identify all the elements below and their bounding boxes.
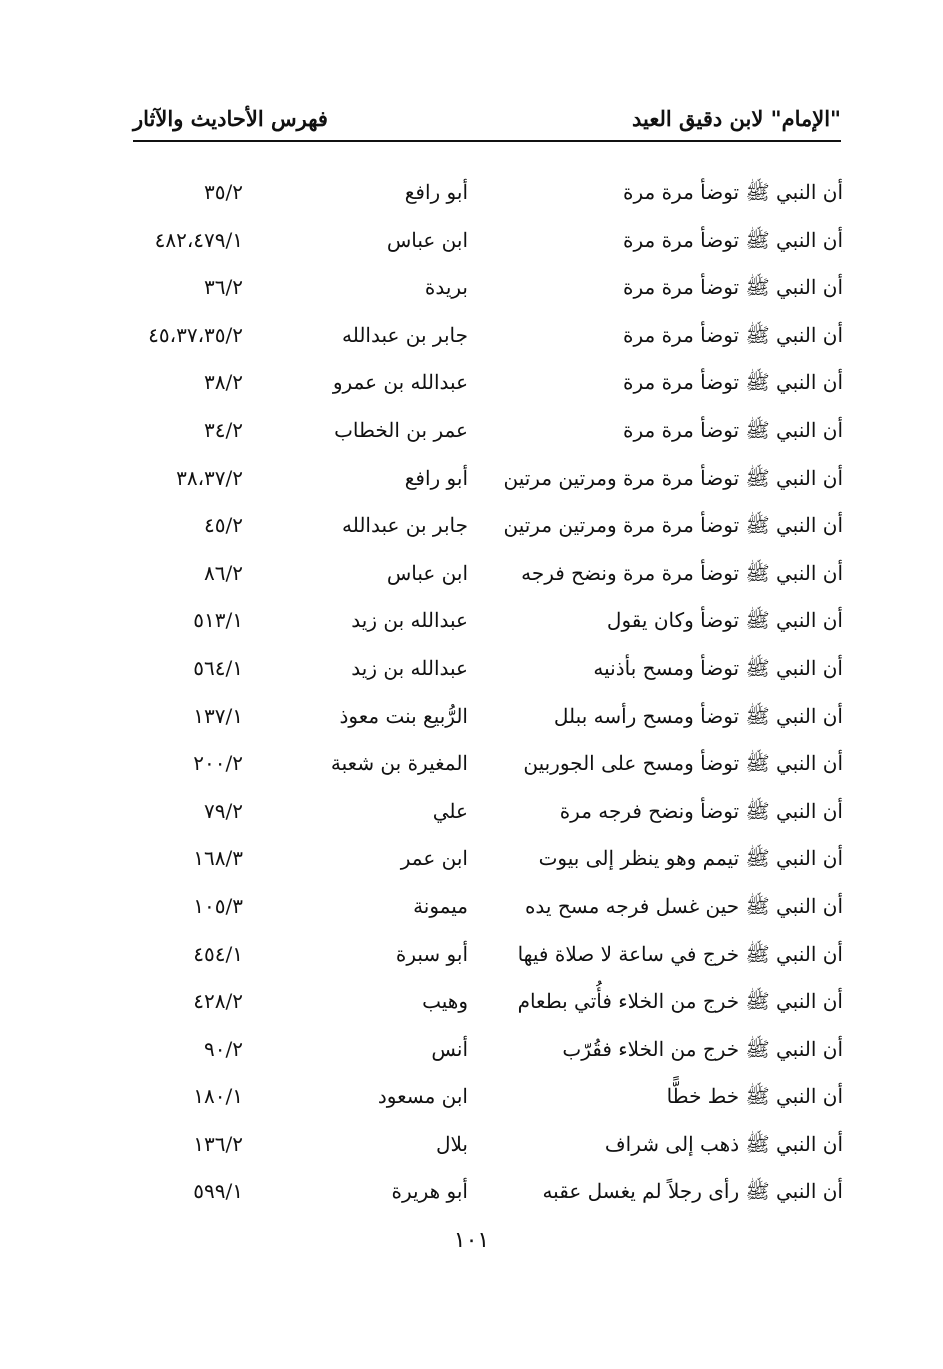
hadith-text: أن النبي ﷺ خط خطًّا (666, 1084, 843, 1109)
narrator-name: المغيرة بن شعبة (330, 751, 468, 776)
volume-page-ref: ١٣٧/١ (193, 703, 243, 728)
volume-page-ref: ٤٨٢،٤٧٩/١ (154, 227, 243, 252)
narrator-name: وهيب (422, 989, 468, 1014)
volume-page-ref: ٢٠٠/٢ (193, 751, 243, 776)
narrator-name: بريدة (424, 275, 468, 300)
volume-page-ref: ١٣٦/٢ (193, 1131, 243, 1156)
volume-page-ref: ٥١٣/١ (193, 608, 243, 633)
hadith-text: أن النبي ﷺ توضأ مرة مرة (622, 370, 843, 395)
index-row (133, 1076, 843, 1124)
index-row (133, 696, 843, 744)
hadith-text: أن النبي ﷺ توضأ مرة مرة ومرتين مرتين (503, 513, 843, 538)
index-row (133, 410, 843, 458)
volume-page-ref: ٤٥٤/١ (193, 941, 243, 966)
narrator-name: أبو رافع (404, 465, 468, 490)
hadith-text: أن النبي ﷺ خرج من الخلاء فقُرّب (562, 1036, 843, 1061)
narrator-name: ميمونة (413, 893, 468, 918)
hadith-text: أن النبي ﷺ توضأ مرة مرة (622, 322, 843, 347)
section-title: فهرس الأحاديث والآثار (133, 106, 328, 131)
volume-page-ref: ٤٥،٣٧،٣٥/٢ (148, 322, 243, 347)
narrator-name: علي (432, 798, 468, 823)
hadith-text: أن النبي ﷺ توضأ ومسح على الجوربين (523, 751, 843, 776)
narrator-name: الرُّبيع بنت معوذ (339, 703, 468, 728)
narrator-name: أبو سبرة (395, 941, 468, 966)
index-row (133, 791, 843, 839)
index-row (133, 553, 843, 601)
narrator-name: جابر بن عبدالله (341, 322, 468, 347)
volume-page-ref: ٩٠/٢ (204, 1036, 243, 1061)
volume-page-ref: ٤٥/٢ (204, 513, 243, 538)
hadith-text: أن النبي ﷺ خرج من الخلاء فأُتي بطعام (517, 989, 843, 1014)
narrator-name: أبو هريرة (391, 1179, 468, 1204)
narrator-name: ابن عباس (386, 560, 468, 585)
narrator-name: عبدالله بن زيد (351, 608, 468, 633)
volume-page-ref: ٣٦/٢ (204, 275, 243, 300)
volume-page-ref: ٥٩٩/١ (193, 1179, 243, 1204)
volume-page-ref: ٥٦٤/١ (193, 655, 243, 680)
index-row (133, 220, 843, 268)
narrator-name: بلال (435, 1131, 468, 1156)
hadith-text: أن النبي ﷺ ذهب إلى شراف (604, 1131, 843, 1156)
narrator-name: أبو رافع (404, 180, 468, 204)
hadith-text: أن النبي ﷺ توضأ وكان يقول (606, 608, 843, 633)
hadith-text: أن النبي ﷺ تيمم وهو ينظر إلى بيوت (538, 846, 843, 871)
index-row (133, 934, 843, 982)
narrator-name: عبدالله بن زيد (351, 655, 468, 680)
volume-page-ref: ١٨٠/١ (193, 1084, 243, 1109)
index-row (133, 838, 843, 886)
hadith-text: أن النبي ﷺ رأى رجلاً لم يغسل عقبه (542, 1179, 843, 1204)
narrator-name: أنس (431, 1036, 468, 1061)
hadith-text: أن النبي ﷺ توضأ مرة مرة ونضح فرجه (521, 560, 843, 585)
volume-page-ref: ٧٩/٢ (204, 798, 243, 823)
narrator-name: ابن عباس (386, 227, 468, 252)
index-row (133, 458, 843, 506)
index-row (133, 315, 843, 363)
volume-page-ref: ٨٦/٢ (204, 560, 243, 585)
index-row (133, 172, 843, 220)
hadith-text: أن النبي ﷺ توضأ مرة مرة (622, 227, 843, 252)
index-row (133, 600, 843, 648)
hadith-text: أن النبي ﷺ توضأ مرة مرة (622, 180, 843, 204)
page-header (133, 100, 841, 142)
index-row (133, 505, 843, 553)
index-row (133, 1029, 843, 1077)
index-row (133, 648, 843, 696)
hadith-text: أن النبي ﷺ حين غسل فرجه مسح يده (524, 893, 843, 918)
index-row (133, 981, 843, 1029)
page-number: ١٠١ (453, 1228, 490, 1253)
hadith-text: أن النبي ﷺ توضأ مرة مرة (622, 417, 843, 442)
volume-page-ref: ٣٤/٢ (204, 417, 243, 442)
hadith-text: أن النبي ﷺ توضأ ومسح رأسه ببلل (553, 703, 843, 728)
index-row (133, 743, 843, 791)
narrator-name: عمر بن الخطاب (334, 417, 468, 442)
volume-page-ref: ٣٨/٢ (204, 370, 243, 395)
book-title: "الإمام" لابن دقيق العيد (631, 106, 841, 131)
volume-page-ref: ٤٢٨/٢ (193, 989, 243, 1014)
hadith-index-table (133, 172, 843, 1219)
volume-page-ref: ٣٥/٢ (204, 180, 243, 204)
hadith-text: أن النبي ﷺ توضأ مرة مرة (622, 275, 843, 300)
hadith-text: أن النبي ﷺ خرج في ساعة لا صلاة فيها (517, 941, 843, 966)
index-row (133, 1124, 843, 1172)
hadith-text: أن النبي ﷺ توضأ مرة مرة ومرتين مرتين (503, 465, 843, 490)
hadith-text: أن النبي ﷺ توضأ ومسح بأذنيه (593, 655, 843, 680)
volume-page-ref: ١٠٥/٣ (193, 893, 243, 918)
volume-page-ref: ١٦٨/٣ (193, 846, 243, 871)
index-row (133, 362, 843, 410)
index-row (133, 267, 843, 315)
narrator-name: ابن عمر (400, 846, 468, 871)
hadith-text: أن النبي ﷺ توضأ ونضح فرجه مرة (559, 798, 843, 823)
narrator-name: ابن مسعود (377, 1084, 468, 1109)
index-row (133, 1171, 843, 1219)
index-row (133, 886, 843, 934)
narrator-name: عبدالله بن عمرو (332, 370, 468, 395)
narrator-name: جابر بن عبدالله (341, 513, 468, 538)
volume-page-ref: ٣٨،٣٧/٢ (176, 465, 243, 490)
